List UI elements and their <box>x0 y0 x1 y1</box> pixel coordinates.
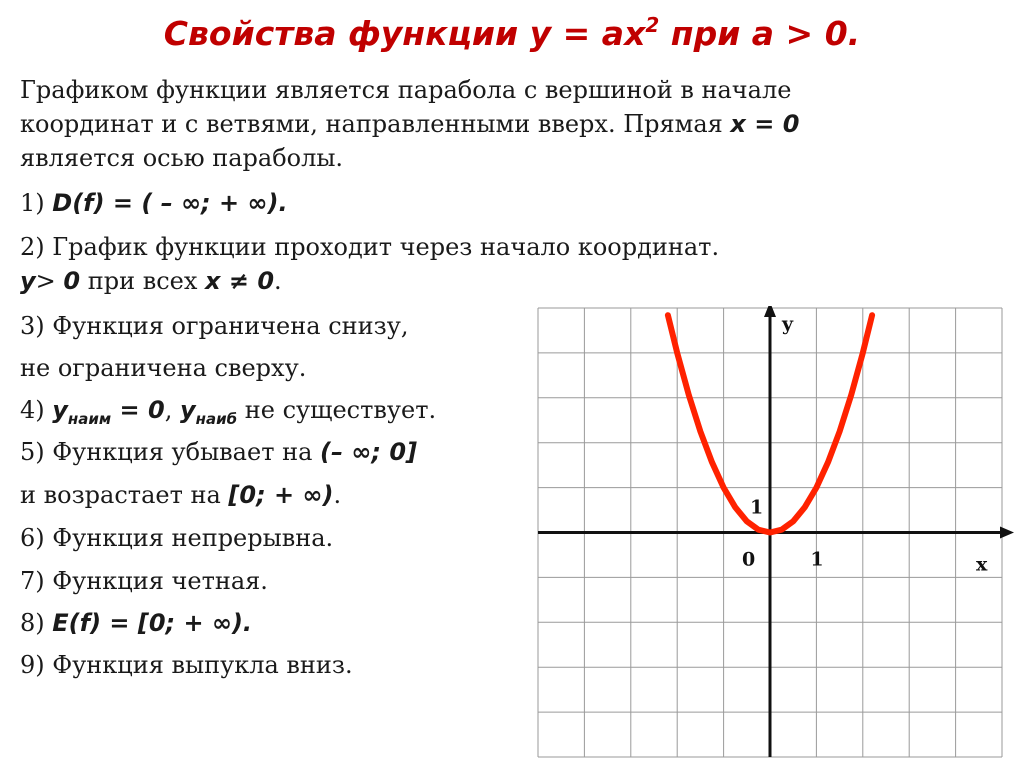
y-unit-label: 1 <box>750 496 764 519</box>
parabola-chart <box>536 306 1014 761</box>
decreasing-interval: (– ∞; 0] <box>320 438 417 466</box>
increasing-interval: [0; + ∞) <box>228 481 334 509</box>
y-axis-label: y <box>782 313 794 335</box>
intro-line-2: координат и с ветвями, направленными вверх. Прямая x = 0 <box>20 110 800 138</box>
domain-formula: D(f) = ( – ∞; + ∞). <box>52 189 288 217</box>
origin-label: 0 <box>742 548 756 571</box>
property-8: 8) E(f) = [0; + ∞). <box>20 609 253 637</box>
x-axis-arrow-icon <box>1000 527 1014 539</box>
title-exponent: 2 <box>645 13 660 37</box>
property-6: 6) Функция непрерывна. <box>20 524 334 552</box>
property-2-detail: y> 0 при всех x ≠ 0. <box>20 267 282 295</box>
property-3-line-2: не ограничена сверху. <box>20 354 307 382</box>
range-formula: E(f) = [0; + ∞). <box>52 609 253 637</box>
property-7: 7) Функция четная. <box>20 567 268 595</box>
property-3-line-1: 3) Функция ограничена снизу, <box>20 312 409 340</box>
property-5-line-1: 5) Функция убывает на (– ∞; 0] <box>20 438 417 466</box>
property-1: 1) D(f) = ( – ∞; + ∞). <box>20 189 288 217</box>
intro-line-3: является осью параболы. <box>20 144 344 172</box>
axis-equation: x = 0 <box>730 110 800 138</box>
property-2: 2) График функции проходит через начало координат. <box>20 233 720 261</box>
page-title: Свойства функции $y = ax^2$ при a > 0. <box>163 13 861 53</box>
property-5-line-2: и возрастает на [0; + ∞). <box>20 481 342 509</box>
intro-line-1: Графиком функции является парабола с вершиной в начале <box>20 76 792 104</box>
x-unit-label: 1 <box>810 548 824 571</box>
x-axis-label: x <box>976 553 988 576</box>
property-9: 9) Функция выпукла вниз. <box>20 651 353 679</box>
property-4: 4) $y_{наим} = 0$, $y_{наиб}$ не существует. <box>20 396 437 428</box>
